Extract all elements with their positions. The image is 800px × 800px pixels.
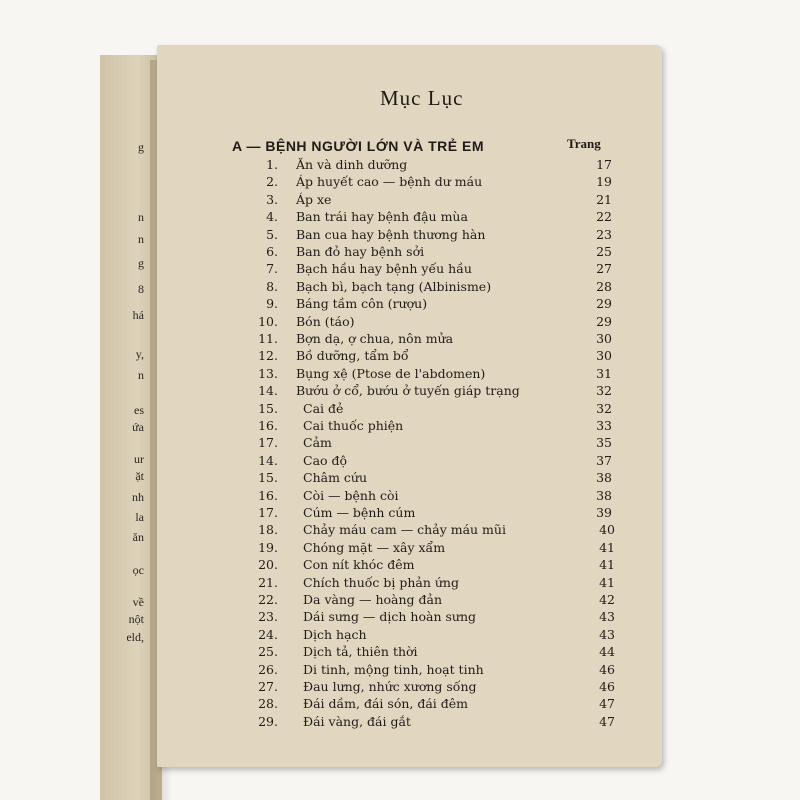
toc-entry	[0, 714, 800, 731]
toc-entry-title: Da vàng — hoàng đản	[303, 592, 443, 607]
left-page-text-fragment: nột	[128, 612, 144, 626]
toc-entry-title: Áp xe	[296, 191, 332, 207]
left-page-text-fragment: g	[138, 256, 144, 270]
toc-entry-title: Ăn và dinh dưỡng	[296, 157, 408, 172]
toc-entry-number: 3.	[266, 191, 278, 207]
toc-entry	[0, 314, 800, 331]
left-page-text-fragment: n	[138, 210, 144, 224]
toc-entry-page: 32	[596, 400, 612, 416]
toc-entry-number: 25.	[258, 644, 278, 660]
toc-entry-title: Chích thuốc bị phản ứng	[303, 574, 459, 590]
toc-entry-page: 17	[596, 157, 612, 172]
left-page-text-fragment: n	[138, 232, 144, 246]
toc-entry-page: 47	[599, 713, 615, 729]
toc-entry	[0, 644, 800, 661]
toc-entry	[0, 540, 800, 557]
toc-entry-title: Dái sưng — dịch hoàn sưng	[303, 609, 477, 625]
toc-entry-title: Bón (táo)	[296, 313, 355, 329]
toc-entry-number: 21.	[258, 574, 278, 590]
toc-entry	[0, 331, 800, 348]
toc-entry-number: 23.	[258, 609, 278, 625]
toc-entry-title: Di tinh, mộng tinh, hoạt tinh	[303, 661, 484, 677]
toc-entry-number: 27.	[258, 679, 278, 694]
toc-entry-number: 4.	[266, 209, 278, 225]
toc-entry-number: 7.	[266, 261, 278, 277]
toc-entry-title: Cai đẻ	[303, 400, 344, 416]
toc-entry-title: Cảm	[303, 435, 332, 451]
toc-entry	[0, 679, 800, 696]
toc-entry-page: 32	[596, 383, 612, 399]
toc-entry-page: 19	[596, 174, 612, 190]
toc-entry-page: 23	[596, 226, 612, 242]
toc-entry-title: Con nít khóc đêm	[303, 557, 415, 573]
toc-entry-number: 22.	[258, 592, 278, 607]
toc-entry	[0, 662, 800, 679]
toc-entry	[0, 696, 800, 713]
toc-entry-title: Bợn dạ, ợ chua, nôn mửa	[296, 331, 454, 346]
toc-entry	[0, 401, 800, 418]
toc-entry	[0, 383, 800, 400]
toc-entry-title: Báng tầm côn (rượu)	[296, 296, 428, 312]
toc-entry-number: 15.	[258, 470, 278, 486]
toc-entry-number: 14.	[258, 452, 278, 468]
left-page-text-fragment: y,	[135, 347, 144, 361]
toc-entry	[0, 227, 800, 244]
left-page-text-fragment: eld,	[126, 630, 144, 644]
left-page-text-fragment: ăn	[132, 530, 144, 544]
toc-entry-title: Châm cứu	[303, 470, 367, 486]
toc-entry	[0, 418, 800, 435]
toc-entry-title: Đái dầm, đái són, đái đêm	[303, 696, 469, 712]
toc-entry-number: 19.	[258, 539, 278, 555]
toc-entry-page: 43	[599, 626, 615, 642]
left-page-text-fragment: g	[138, 140, 144, 154]
toc-entry-title: Chóng mặt — xây xẩm	[303, 539, 446, 555]
toc-entry	[0, 209, 800, 226]
toc-entry	[0, 505, 800, 522]
toc-entry-title: Dịch hạch	[303, 626, 367, 642]
toc-entry-page: 41	[599, 574, 615, 590]
toc-entry	[0, 261, 800, 278]
toc-entry	[0, 488, 800, 505]
page-column-header: Trang	[567, 136, 601, 151]
toc-entry-page: 35	[596, 435, 612, 451]
toc-entry	[0, 470, 800, 487]
toc-entry	[0, 609, 800, 626]
left-page-text-fragment: n	[138, 368, 144, 382]
toc-entry-title: Đái vàng, đái gắt	[303, 713, 411, 729]
left-page-text-fragment: ặt	[135, 469, 144, 483]
toc-entry-title: Áp huyết cao — bệnh dư máu	[296, 174, 483, 190]
toc-entry-title: Bạch hầu hay bệnh yếu hầu	[296, 261, 472, 277]
page-title: Mục Lục	[380, 86, 464, 110]
toc-entry	[0, 592, 800, 609]
toc-entry	[0, 279, 800, 296]
toc-entry	[0, 557, 800, 574]
toc-entry-title: Đau lưng, nhức xương sống	[303, 679, 477, 694]
toc-entry	[0, 627, 800, 644]
toc-entry-page: 28	[596, 278, 612, 294]
toc-entry	[0, 366, 800, 383]
toc-entry-title: Cai thuốc phiện	[303, 418, 404, 433]
toc-entry-number: 16.	[258, 487, 278, 503]
toc-entry-number: 13.	[258, 365, 278, 381]
toc-entry-title: Bạch bì, bạch tạng (Albinisme)	[296, 278, 492, 294]
toc-entry-number: 6.	[266, 244, 278, 259]
toc-entry	[0, 157, 800, 174]
toc-entry-page: 22	[596, 209, 612, 225]
toc-entry-page: 46	[599, 679, 615, 694]
toc-entry-page: 44	[599, 644, 615, 660]
left-page-text-fragment: nh	[132, 490, 144, 504]
toc-entry-page: 29	[596, 296, 612, 312]
toc-entry-number: 29.	[258, 713, 278, 729]
toc-entry-title: Bướu ở cổ, bướu ở tuyến giáp trạng	[296, 383, 520, 399]
toc-entry-number: 11.	[258, 331, 278, 346]
toc-entry-page: 39	[596, 505, 612, 520]
toc-entry-page: 42	[599, 592, 615, 607]
toc-entry-page: 30	[596, 331, 612, 346]
toc-entry-number: 20.	[258, 557, 278, 573]
toc-entry	[0, 453, 800, 470]
toc-entry-page: 25	[596, 244, 612, 259]
toc-entry-title: Cúm — bệnh cúm	[303, 505, 416, 520]
toc-entry	[0, 174, 800, 191]
toc-entry-title: Bụng xệ (Ptose de l'abdomen)	[296, 365, 486, 381]
toc-entry-number: 2.	[266, 174, 278, 190]
left-page-text-fragment: há	[132, 308, 144, 322]
toc-entry-title: Cao độ	[303, 452, 348, 468]
toc-entry-number: 28.	[258, 696, 278, 712]
toc-entry-page: 43	[599, 609, 615, 625]
left-page-text-fragment: la	[135, 510, 144, 524]
toc-entry	[0, 435, 800, 452]
toc-entry-title: Dịch tả, thiên thời	[303, 644, 418, 660]
toc-entry-number: 9.	[266, 296, 278, 312]
toc-entry-page: 41	[599, 557, 615, 573]
toc-entry-number: 18.	[258, 522, 278, 538]
toc-entry-title: Ban trái hay bệnh đậu mùa	[296, 209, 468, 225]
toc-entry-page: 38	[596, 470, 612, 486]
toc-entry-page: 40	[599, 522, 615, 538]
toc-entry-title: Chảy máu cam — chảy máu mũi	[303, 522, 506, 538]
toc-entry-page: 46	[599, 661, 615, 677]
left-page-text-fragment: 8	[138, 282, 144, 296]
toc-entry-title: Bồ dưỡng, tẩm bổ	[296, 348, 409, 364]
toc-entry-page: 27	[596, 261, 612, 277]
toc-entry-number: 24.	[258, 626, 278, 642]
toc-entry-number: 17.	[258, 505, 278, 520]
toc-entry-title: Ban đỏ hay bệnh sởi	[296, 244, 425, 259]
toc-entry-title: Ban cua hay bệnh thương hàn	[296, 226, 486, 242]
toc-entry-page: 38	[596, 487, 612, 503]
toc-entry-number: 15.	[258, 400, 278, 416]
left-page-text-fragment: es	[134, 403, 144, 417]
toc-entry-page: 31	[596, 365, 612, 381]
toc-entry-number: 12.	[258, 348, 278, 364]
left-page-text-fragment: ọc	[132, 563, 144, 577]
toc-entry-number: 5.	[266, 226, 278, 242]
toc-entry-number: 17.	[258, 435, 278, 451]
toc-entry	[0, 348, 800, 365]
toc-entry-page: 37	[596, 452, 612, 468]
toc-entry-page: 41	[599, 539, 615, 555]
left-page-text-fragment: ur	[134, 452, 144, 466]
toc-entry-page: 21	[596, 191, 612, 207]
toc-entry-number: 8.	[266, 278, 278, 294]
toc-entry-page: 47	[599, 696, 615, 712]
left-page-text-fragment: ứa	[132, 420, 144, 434]
left-page-text-fragment: về	[132, 595, 144, 609]
toc-entry-title: Còi — bệnh còi	[303, 487, 399, 503]
toc-entry	[0, 244, 800, 261]
toc-entry	[0, 296, 800, 313]
toc-entry-number: 16.	[258, 418, 278, 433]
toc-entry-number: 26.	[258, 661, 278, 677]
toc-entry-number: 14.	[258, 383, 278, 399]
toc-entry-number: 1.	[266, 157, 278, 172]
toc-entry	[0, 522, 800, 539]
section-header: A — BỆNH NGƯỜI LỚN VÀ TRẺ EM	[232, 138, 484, 154]
toc-entry	[0, 192, 800, 209]
toc-entry-page: 30	[596, 348, 612, 364]
toc-entry-number: 10.	[258, 313, 278, 329]
toc-entry	[0, 575, 800, 592]
toc-entry-page: 33	[596, 418, 612, 433]
toc-entry-page: 29	[596, 313, 612, 329]
